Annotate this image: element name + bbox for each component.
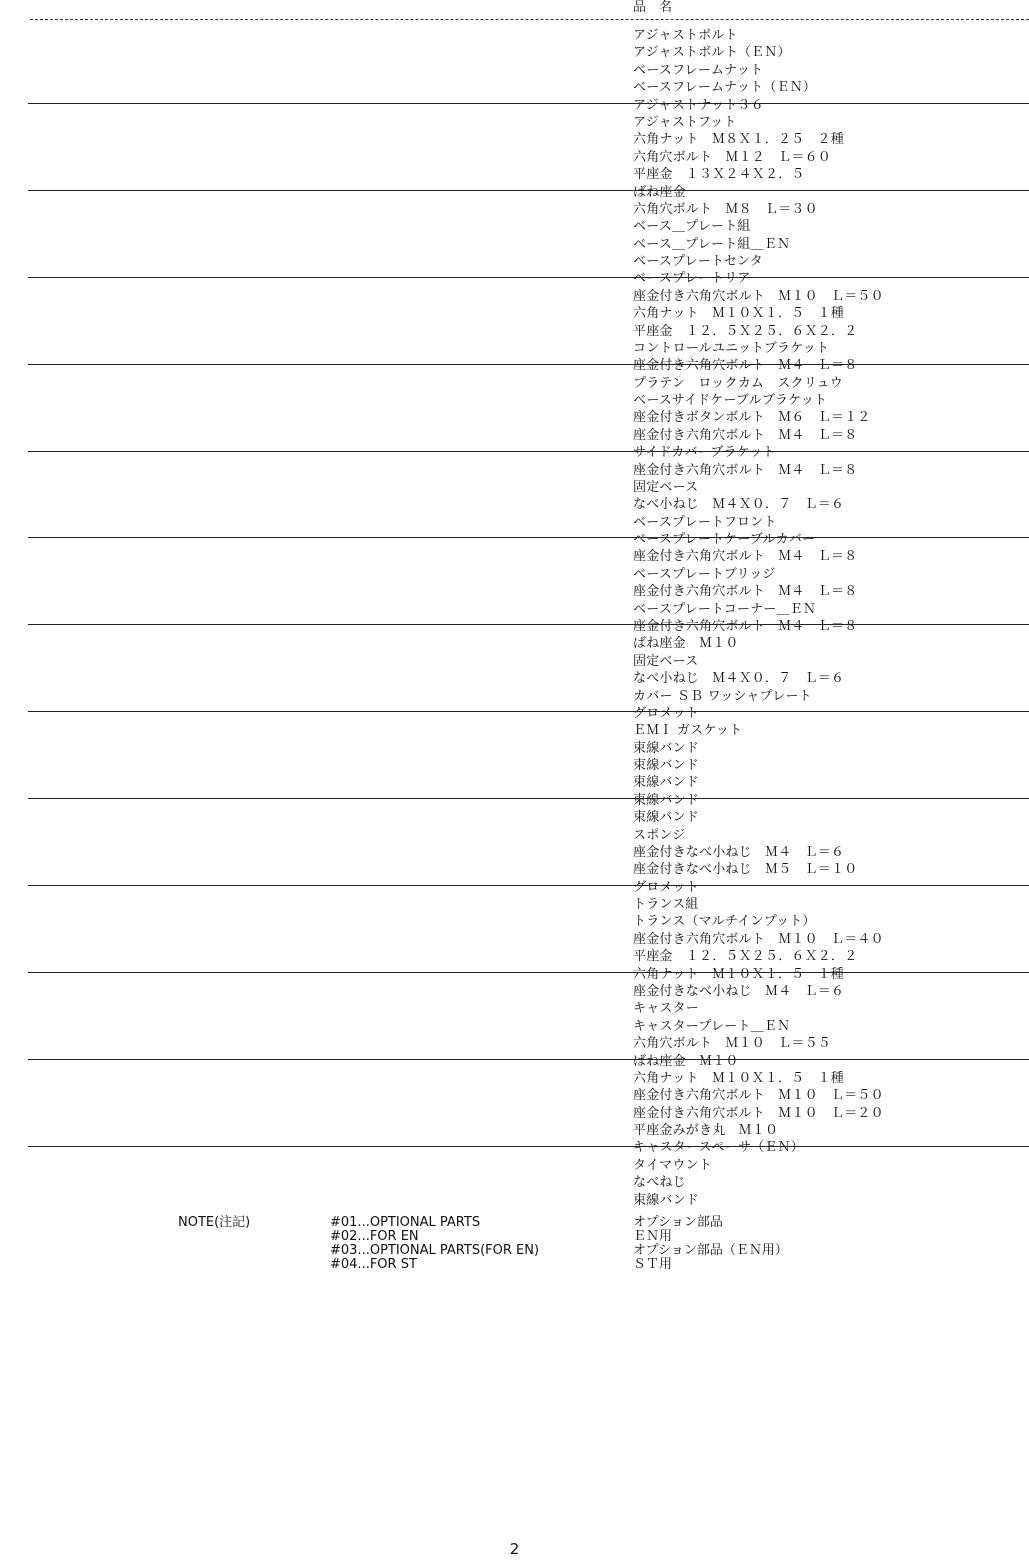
part-name: 束線バンド [633,758,700,773]
part-name: 平座金 １３Ｘ２４Ｘ２．５ [633,167,805,183]
part-name: 座金付き六角穴ボルト Ｍ４ Ｌ＝８ [633,549,858,565]
column-header-part-name: 品 名 [633,0,673,15]
note-description: ＥＮ用 [633,1229,673,1244]
part-name: ばね座金 Ｍ１０ [633,636,739,652]
group-separator-rule [28,885,1029,886]
part-name: 座金付き六角穴ボルト Ｍ４ Ｌ＝８ [633,619,858,634]
part-name: 六角穴ボルト Ｍ１２ Ｌ＝６０ [633,149,832,165]
part-name: アジャストフット [633,114,737,130]
part-name: スポンジ [633,827,686,843]
group-separator-rule [28,1059,1029,1060]
part-name: 座金付き六角穴ボルト Ｍ４ Ｌ＝８ [633,427,858,443]
part-name: グロメット [633,879,700,895]
header-dashed-rule [30,19,1029,20]
note-label: NOTE(注記) [178,1215,251,1230]
part-name: 束線バンド [633,810,700,826]
part-name: ベース＿プレート組＿ＥＮ [633,236,791,252]
group-separator-rule [28,277,1029,278]
part-name: ベースプレートフロント [633,514,777,530]
part-name: トランス（マルチインプット） [633,914,816,930]
part-name: なべねじ [633,1175,686,1191]
group-separator-rule [28,364,1029,365]
part-name: ばね座金 Ｍ１０ [633,1053,739,1069]
note-code: #02...FOR EN [330,1229,419,1244]
part-name: ベースプレートブリッジ [633,566,776,582]
part-name: ベースプレートコーナー＿ＥＮ [633,601,817,617]
part-name: 平座金みがき丸 Ｍ１０ [633,1123,779,1138]
group-separator-rule [28,537,1029,538]
part-name: プラテン ロックカム スクリュウ [633,375,843,391]
part-name: 六角穴ボルト Ｍ８ Ｌ＝３０ [633,201,818,217]
part-name: 座金付き六角穴ボルト Ｍ１０ Ｌ＝５０ [633,288,884,304]
part-name: ベースプレートケーブルカバー [633,532,816,548]
group-separator-rule [28,798,1029,799]
part-name: 束線バンド [633,792,700,808]
part-name: 六角穴ボルト Ｍ１０ Ｌ＝５５ [633,1036,832,1052]
part-name: アジャストボルト [633,28,738,43]
part-name: 六角ナット Ｍ１０Ｘ１．５ １種 [633,306,844,322]
part-name: なべ小ねじ Ｍ４Ｘ０．７ Ｌ＝６ [633,671,845,687]
note-description: オプション部品 [633,1215,723,1230]
note-code: #03...OPTIONAL PARTS(FOR EN) [330,1243,540,1258]
part-name: タイマウント [633,1157,712,1173]
part-name: 束線バンド [633,1192,700,1208]
part-name: 座金付きボタンボルト Ｍ６ Ｌ＝１２ [633,410,871,426]
part-name: アジャストボルト（ＥＮ） [633,45,791,61]
part-name: ベースプレートリア [633,271,751,287]
part-name: 座金付きなべ小ねじ Ｍ５ Ｌ＝１０ [633,862,858,878]
note-description: オプション部品（ＥＮ用） [633,1243,788,1258]
part-name: ベースフレームナット（ＥＮ） [633,80,817,96]
part-name: ベースサイドケーブルブラケット [633,393,828,408]
part-name: 座金付き六角穴ボルト Ｍ１０ Ｌ＝４０ [633,931,884,947]
part-name: 座金付き六角穴ボルト Ｍ４ Ｌ＝８ [633,462,858,478]
part-name: アジャストナット３６ [633,97,764,113]
part-name: 座金付き六角穴ボルト Ｍ４ Ｌ＝８ [633,584,858,600]
part-name: 平座金 １２．５Ｘ２５．６Ｘ２．２ [633,323,858,339]
part-name: 固定ベース [633,653,699,669]
group-separator-rule [28,711,1029,712]
note-code: #04...FOR ST [330,1257,417,1272]
part-name: 六角ナット Ｍ１０Ｘ１．５ １種 [633,966,844,982]
part-name: 座金付き六角穴ボルト Ｍ１０ Ｌ＝５０ [633,1088,884,1104]
part-name: 座金付き六角穴ボルト Ｍ１０ Ｌ＝２０ [633,1105,884,1121]
page-number: 2 [509,1540,520,1558]
note-description: ＳＴ用 [633,1257,673,1272]
part-name: 座金付きなべ小ねじ Ｍ４ Ｌ＝６ [633,983,845,999]
group-separator-rule [28,451,1029,452]
part-name: 束線バンド [633,740,700,756]
part-name: コントロールユニットブラケット [633,340,830,356]
part-name: 平座金 １２．５Ｘ２５．６Ｘ２．２ [633,949,858,965]
part-name: トランス組 [633,897,699,912]
part-name: 座金付き六角穴ボルト Ｍ４ Ｌ＝８ [633,358,858,374]
part-name: ＥＭＩ ガスケット [633,723,743,739]
group-separator-rule [28,624,1029,625]
part-name: 六角ナット Ｍ８Ｘ１．２５ ２種 [633,132,844,148]
part-name: グロメット [633,705,700,721]
part-name: キャスター [633,1001,700,1017]
part-name: 座金付きなべ小ねじ Ｍ４ Ｌ＝６ [633,844,845,860]
part-name: 六角ナット Ｍ１０Ｘ１．５ １種 [633,1070,844,1086]
part-name: 固定ベース [633,479,699,495]
part-name: サイドカバーブラケット [633,445,776,461]
part-name: ばね座金 [633,184,686,200]
group-separator-rule [28,103,1029,104]
part-name: キャスタープレート＿ＥＮ [633,1018,791,1034]
group-separator-rule [28,1146,1029,1147]
part-name: カバー ＳＢ ワッシャプレート [633,688,812,704]
group-separator-rule [28,190,1029,191]
part-name: ベースフレームナット [633,62,764,78]
part-name: ベースプレートセンタ [633,254,763,269]
note-code: #01...OPTIONAL PARTS [330,1215,481,1230]
part-name: ベース＿プレート組 [633,219,751,235]
part-name: キャスタースペーサ（ＥＮ） [633,1140,804,1156]
part-name: なべ小ねじ Ｍ４Ｘ０．７ Ｌ＝６ [633,497,845,513]
group-separator-rule [28,972,1029,973]
part-name: 束線バンド [633,775,700,791]
